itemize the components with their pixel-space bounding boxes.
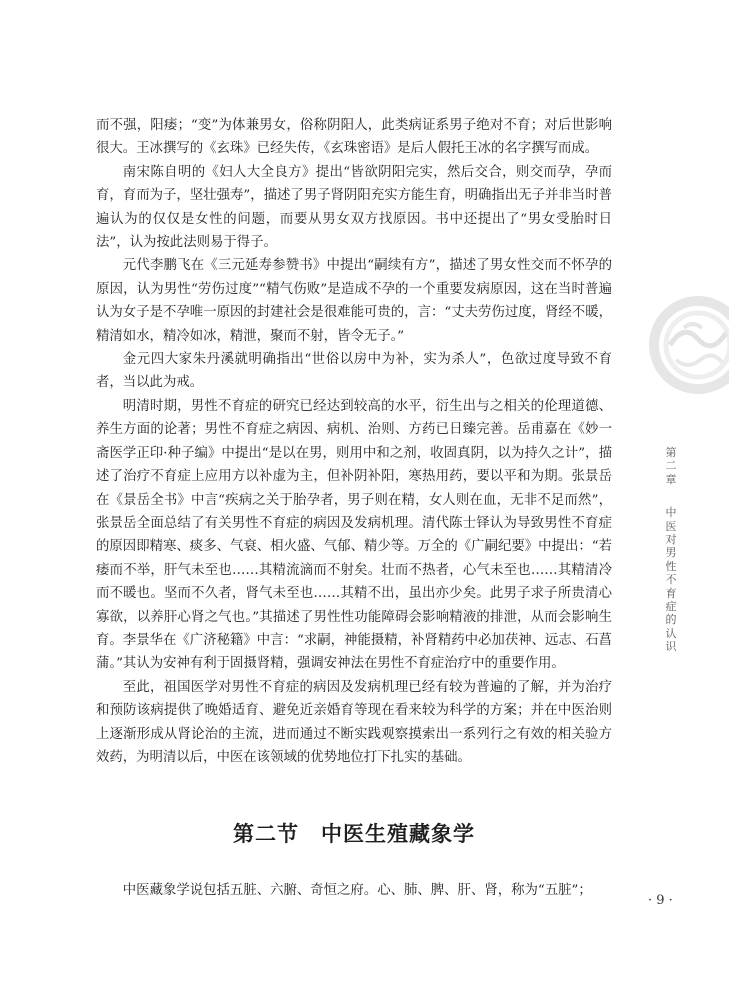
decorative-seal-ornament-icon [640,290,729,440]
section-intro [96,879,612,902]
section-heading [96,818,612,848]
chapter-side-label [664,446,678,654]
body-text [96,114,612,769]
paragraph-1: 而不强，阳痿；“变”为体兼男女，俗称阴阳人，此类病证系男子绝对不育；对后世影响很大。王冰撰写的《玄珠》已经失传，《玄珠密语》是后人假托王冰的名字撰写而成。 [96,118,612,157]
section-title: 中医生殖藏象学 [321,822,475,846]
section-number: 第二节 [233,822,299,846]
paragraph-4: 金元四大家朱丹溪就明确指出“世俗以房中为补，实为杀人”，色欲过度导致不育者，当以此为戒。 [96,352,612,391]
page-number: · 9 · [648,893,673,908]
paragraph-5: 明清时期，男性不育症的研究已经达到较高的水平，衍生出与之相关的伦理道德、养生方面的论著；男性不育症之病因、病机、治则、方药已日臻完善。岳甫嘉在《妙一斋医学正印·种子编》中提出“是以在男，则用中和之剂，收固真阴，以为持久之计”，描述了治疗不育症上应用方以补虚为主，但补阴补阳，寒热用药，要以平和为期。张景岳在《景岳全书》中言“疾病之关于胎孕者，男子则在精，女人则在血，无非不足而然”，张景岳全面总结了有关男性不育症的病因及发病机理。清代陈士铎认为导致男性不育症的原因即精寒、痰多、气衰、相火盛、气郁、精少等。万全的《广嗣纪要》中提出：“若痿而不举，肝气未至也……其精流滴而不射矣。壮而不热者，心气未至也……其精清冷而不暖也。坚而不久者，肾气未至也……其精不出，虽出亦少矣。此男子求子所贵清心寡欲，以养肝心肾之气也。”其描述了男性性功能障碍会影响精液的排泄，从而会影响生育。李景华在《广济秘籍》中言：“求嗣，神能摄精，补肾精药中必加茯神、远志、石菖蒲。”其认为安神有利于固摄肾精，强调安神法在男性不育症治疗中的重要作用。 [96,398,612,672]
chapter-title: 中医对男性不育症的认识 [665,506,677,654]
paragraph-3: 元代李鹏飞在《三元延寿参赞书》中提出“嗣续有方”，描述了男女性交而不怀孕的原因，认为男性“劳伤过度”“精气伤败”是造成不孕的一个重要发病原因，这在当时普遍认为女子是不孕唯一原因的封建社会是很难能可贵的，言：“丈夫劳伤过度，肾经不暖，精清如水，精冷如冰，精泄，聚而不射，皆令无子。” [96,258,612,344]
chapter-number: 第二章 [665,446,677,486]
section-intro-text: 中医藏象学说包括五脏、六腑、奇恒之府。心、肺、脾、肝、肾，称为“五脏”； [122,883,592,898]
paragraph-6: 至此，祖国医学对男性不育症的病因及发病机理已经有较为普遍的了解，并为治疗和预防该病提供了晚婚适育、避免近亲婚育等现在看来较为科学的方案；并在中医治则上逐渐形成从肾论治的主流，进而通过不断实践观察摸索出一系列行之有效的相关验方效药，为明清以后，中医在该领域的优势地位打下扎实的基础。 [96,679,612,765]
paragraph-2: 南宋陈自明的《妇人大全良方》提出“皆欲阴阳完实，然后交合，则交而孕，孕而育，育而为子，坚壮强寿”，描述了男子肾阴阳充实方能生育，明确指出无子并非当时普遍认为的仅仅是女性的问题，而要从男女双方找原因。书中还提出了“男女受胎时日法”，认为按此法则易于得子。 [96,164,612,251]
